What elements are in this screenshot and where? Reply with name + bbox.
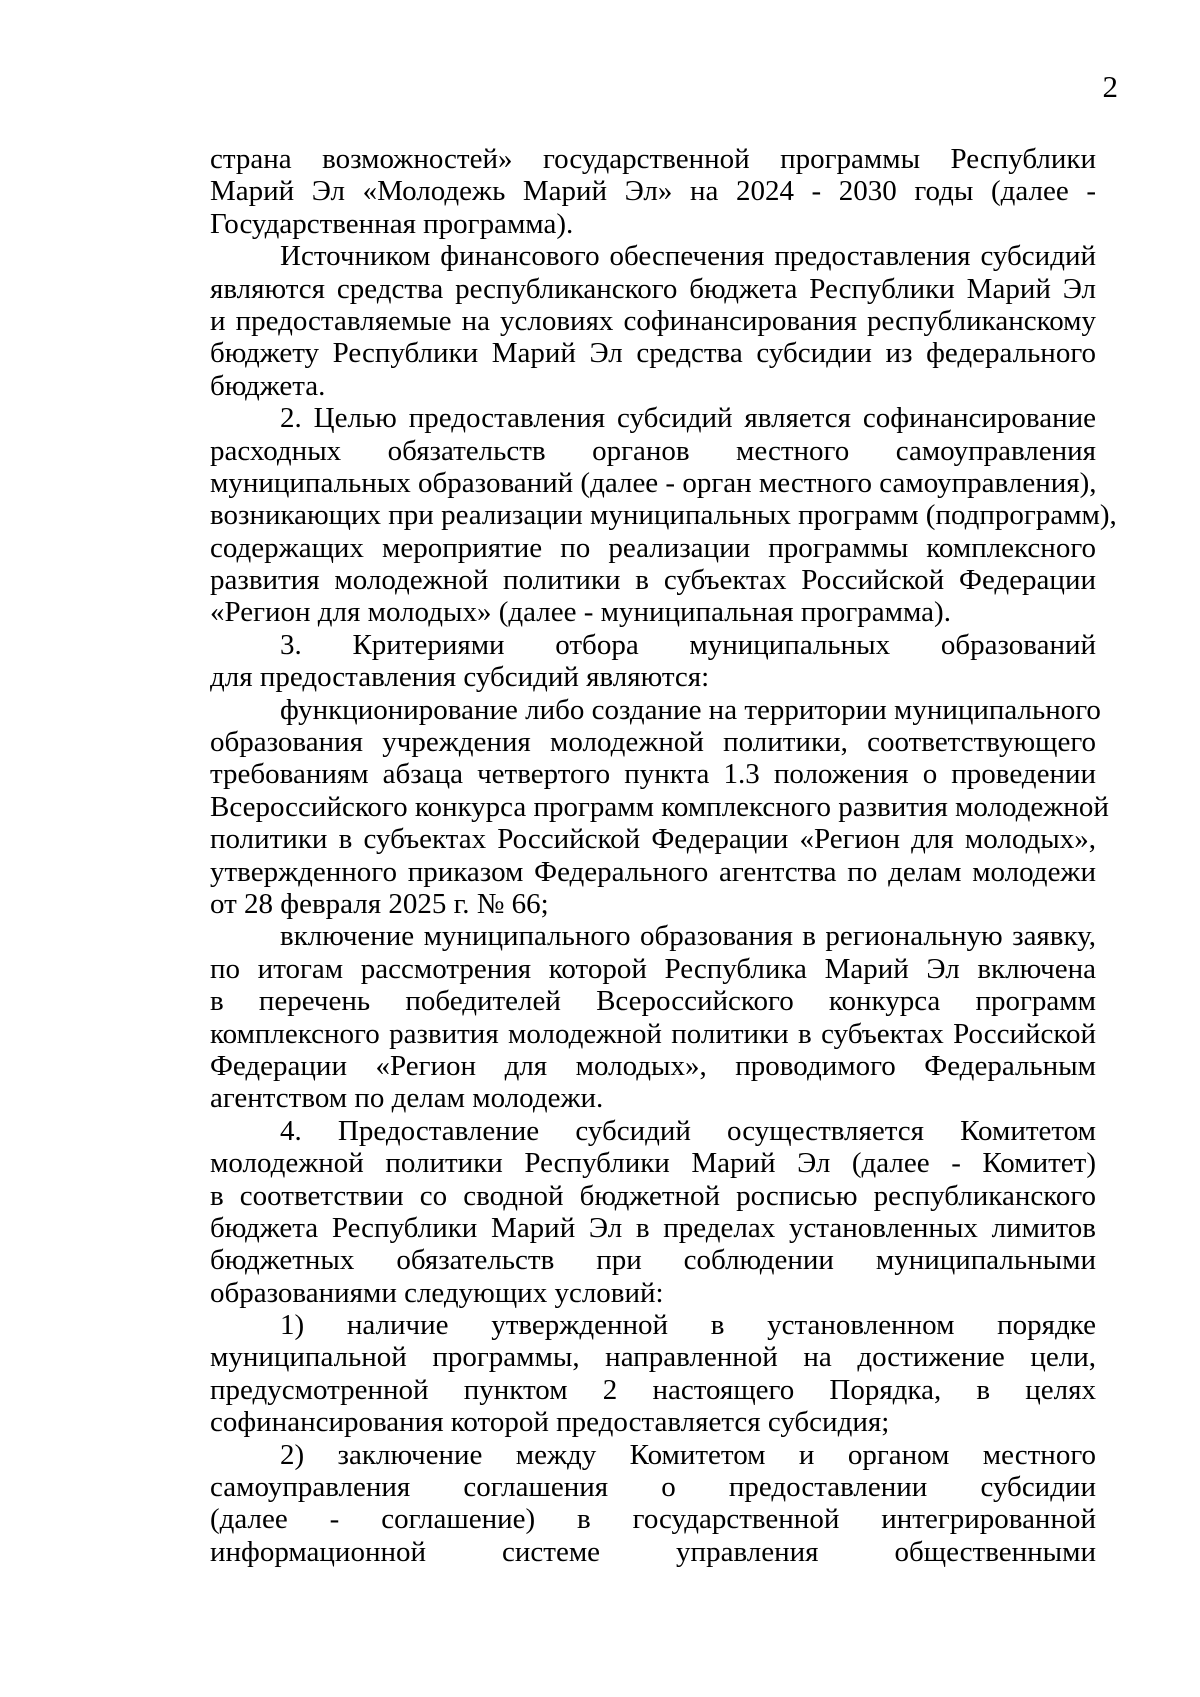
text-line: содержащих мероприятие по реализации программы комплексного: [210, 531, 1096, 564]
page-number: 2: [1102, 69, 1118, 104]
text-line: 4. Предоставление субсидий осуществляется Комитетом: [280, 1114, 1096, 1147]
text-line: для предоставления субсидий являются:: [210, 661, 710, 694]
text-line: развития молодежной политики в субъектах Российской Федерации: [210, 564, 1096, 597]
text-line: в перечень победителей Всероссийского конкурса программ: [210, 985, 1096, 1018]
paragraph-item-3: [210, 629, 1096, 694]
text-line: бюджету Республики Марий Эл средства субсидии из федерального: [210, 337, 1096, 370]
text-line: и предоставляемые на условиях софинансирования республиканскому: [210, 304, 1096, 337]
paragraph-continuation: [210, 143, 1096, 240]
text-line: муниципальной программы, направленной на достижение цели,: [210, 1341, 1096, 1374]
text-line: бюджета Республики Марий Эл в пределах установленных лимитов: [210, 1211, 1096, 1244]
document-body: [210, 143, 1117, 1568]
paragraph-funding-source: [210, 240, 1096, 402]
paragraph-condition-1: [210, 1309, 1096, 1439]
text-line: комплексного развития молодежной политики в субъектах Российской: [210, 1017, 1096, 1050]
text-line: расходных обязательств органов местного самоуправления: [210, 434, 1096, 467]
text-line: от 28 февраля 2025 г. № 66;: [210, 887, 549, 920]
text-line: Марий Эл «Молодежь Марий Эл» на 2024 - 2030 годы (далее -: [210, 175, 1096, 208]
text-line: в соответствии со сводной бюджетной росписью республиканского: [210, 1179, 1096, 1212]
text-line: страна возможностей» государственной программы Республики: [210, 143, 1096, 175]
text-line: бюджета.: [210, 369, 326, 402]
text-line: информационной системе управления общественными: [210, 1535, 1096, 1568]
text-line: агентством по делам молодежи.: [210, 1082, 604, 1115]
text-line: 2. Целью предоставления субсидий является софинансирование: [280, 402, 1096, 435]
text-line: Всероссийского конкурса программ комплексного развития молодежной: [210, 790, 1109, 823]
text-line: требованиям абзаца четвертого пункта 1.3 положения о проведении: [210, 758, 1096, 791]
text-line: политики в субъектах Российской Федерации «Регион для молодых»,: [210, 823, 1096, 856]
text-line: самоуправления соглашения о предоставлении субсидии: [210, 1471, 1096, 1504]
paragraph-condition-2: [210, 1439, 1096, 1569]
paragraph-item-4: [210, 1115, 1096, 1309]
text-line: утвержденного приказом Федерального агентства по делам молодежи: [210, 855, 1096, 888]
text-line: молодежной политики Республики Марий Эл (далее - Комитет): [210, 1147, 1096, 1180]
text-line: 3. Критериями отбора муниципальных образований: [280, 628, 1096, 661]
text-line: функционирование либо создание на территории муниципального: [280, 693, 1101, 726]
paragraph-item-2: [210, 402, 1117, 629]
text-line: возникающих при реализации муниципальных программ (подпрограмм),: [210, 499, 1117, 532]
text-line: являются средства республиканского бюджета Республики Марий Эл: [210, 272, 1096, 305]
text-line: Источником финансового обеспечения предоставления субсидий: [280, 240, 1096, 273]
text-line: предусмотренной пунктом 2 настоящего Порядка, в целях: [210, 1373, 1096, 1406]
text-line: (далее - соглашение) в государственной интегрированной: [210, 1503, 1096, 1536]
paragraph-criterion-2: [210, 920, 1096, 1114]
paragraph-criterion-1: [210, 693, 1109, 921]
text-line: муниципальных образований (далее - орган местного самоуправления),: [210, 466, 1097, 499]
text-line: Федерации «Регион для молодых», проводимого Федеральным: [210, 1049, 1096, 1082]
text-line: включение муниципального образования в региональную заявку,: [280, 920, 1096, 953]
text-line: 2) заключение между Комитетом и органом местного: [280, 1438, 1096, 1471]
text-line: по итогам рассмотрения которой Республика Марий Эл включена: [210, 952, 1096, 985]
text-line: «Регион для молодых» (далее - муниципальная программа).: [210, 596, 951, 629]
text-line: образованиями следующих условий:: [210, 1276, 664, 1309]
text-line: образования учреждения молодежной политики, соответствующего: [210, 726, 1096, 759]
text-line: бюджетных обязательств при соблюдении муниципальными: [210, 1244, 1096, 1277]
text-line: 1) наличие утвержденной в установленном порядке: [280, 1309, 1096, 1342]
text-line: софинансирования которой предоставляется субсидия;: [210, 1406, 890, 1439]
text-line: Государственная программа).: [210, 207, 574, 240]
